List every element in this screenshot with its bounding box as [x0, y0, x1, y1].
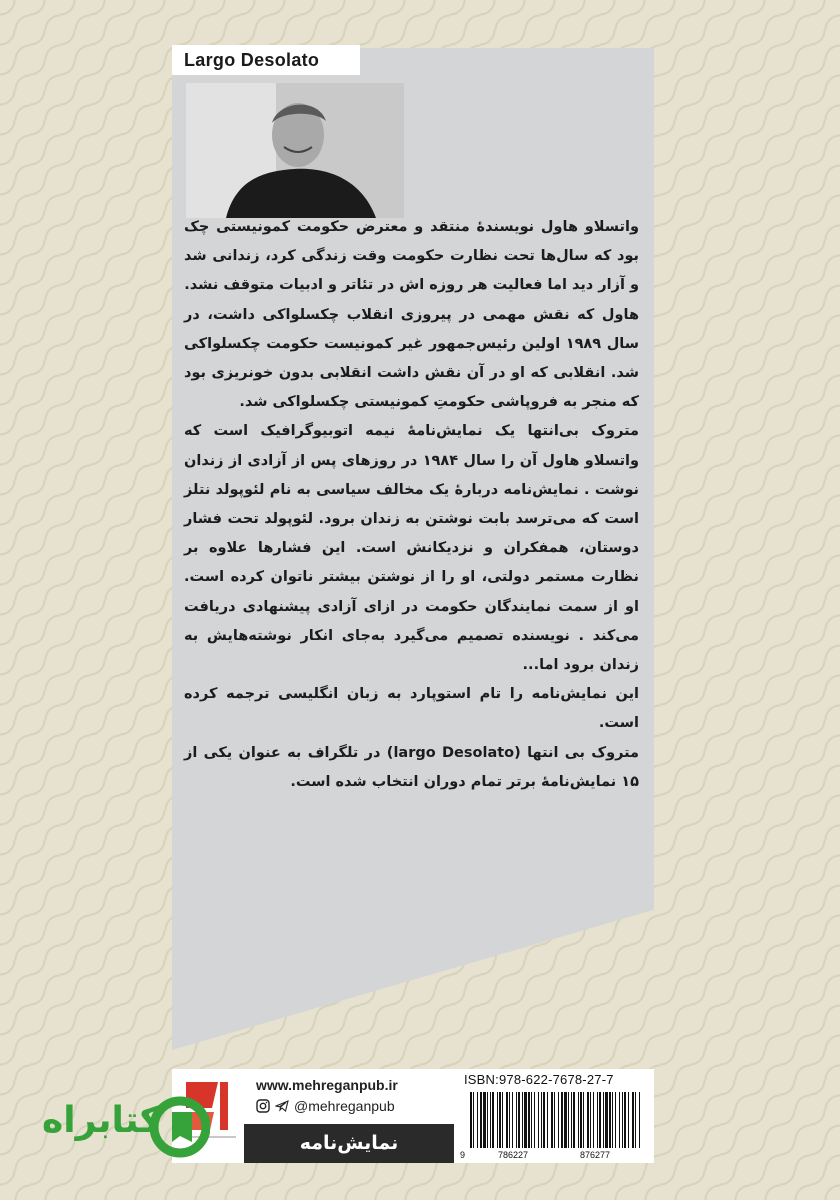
barcode-bar: [487, 1092, 488, 1148]
barcode-digits-right: 876277: [580, 1150, 611, 1160]
barcode-bar: [499, 1092, 501, 1148]
barcode-digits-mid: 786227: [498, 1150, 529, 1160]
barcode-bar: [541, 1092, 542, 1148]
barcode-bar: [571, 1092, 572, 1148]
barcode-bar: [639, 1092, 640, 1148]
barcode-bar: [470, 1092, 472, 1148]
barcode-bar: [534, 1092, 535, 1148]
barcode-bar: [506, 1092, 508, 1148]
barcode-bar: [497, 1092, 498, 1148]
barcode-bar: [603, 1092, 604, 1148]
barcode-bar: [543, 1092, 545, 1148]
publisher-social: [256, 1098, 395, 1114]
barcode: [460, 1090, 650, 1160]
paragraph: متروک بی‌انتها یک نمایش‌نامهٔ نیمه اتوبیوگرافیک است که واتسلاو هاول آن را سال ۱۹۸۴ در روزهای پس از آزادی از زندان نوشت . نمایش‌نامه دربارهٔ یک مخالف سیاسی به نام لئوپولد نتلز است که می‌ترسد بابت نوشتن به زندان برود. لئوپولد تحت فشار دوستان، همفکران و نزدیکانش است. این فشارها علاوه بر نظارت مستمر دولتی، او را از نوشتن بیشتر ناتوان کرده است. او از سمت نمایندگان حکومت در ازای آزادی پیشنهادی دریافت می‌کند . نویسنده تصمیم می‌گیرد به‌جای انکار نوشته‌هایش به زندان برود اما...: [184, 423, 639, 674]
barcode-bar: [583, 1092, 584, 1148]
barcode-bar: [619, 1092, 620, 1148]
isbn-label: ISBN:978-622-7678-27-7: [464, 1072, 614, 1087]
barcode-bar: [547, 1092, 548, 1148]
paragraph: هاول که نقش مهمی در پیروزی انقلاب چکسلواکی داشت، در سال ۱۹۸۹ اولین رئیس‌جمهور غیر کمونیست حکومت چکسلواکی شد. انقلابی که او در آن نقش داشت انقلابی بدون خونریزی بود که منجر به فروپاشی حکومتِ کمونیستی چکسلواکی شد.: [184, 306, 639, 411]
barcode-bar: [477, 1092, 478, 1148]
author-photo: [186, 83, 404, 218]
barcode-bar: [516, 1092, 517, 1148]
barcode-bar: [522, 1092, 523, 1148]
barcode-bar: [587, 1092, 589, 1148]
barcode-bar: [590, 1092, 591, 1148]
instagram-icon: [256, 1099, 270, 1113]
paragraph: متروک بی انتها (largo Desolato) در تلگراف به عنوان یکی از ۱۵ نمایش‌نامهٔ برتر تمام دوران انتخاب شده است.: [184, 744, 640, 790]
barcode-bar: [568, 1092, 569, 1148]
barcode-bar: [564, 1092, 567, 1148]
barcode-bar: [632, 1092, 634, 1148]
barcode-bar: [551, 1092, 553, 1148]
ketabrah-brand: کتابراه: [42, 1100, 161, 1141]
barcode-bar: [483, 1092, 486, 1148]
barcode-bar: [597, 1092, 598, 1148]
genre-label: نمایش‌نامه: [244, 1124, 454, 1163]
social-handle[interactable]: @mehreganpub: [294, 1098, 395, 1114]
barcode-bar: [473, 1092, 474, 1148]
barcode-digit-left: 9: [460, 1150, 466, 1160]
barcode-bar: [561, 1092, 563, 1148]
barcode-bar: [492, 1092, 494, 1148]
book-description: [184, 213, 639, 797]
barcode-bar: [609, 1092, 611, 1148]
barcode-bar: [480, 1092, 482, 1148]
barcode-bar: [580, 1092, 582, 1148]
barcode-bar: [502, 1092, 503, 1148]
telegram-icon: [275, 1099, 289, 1113]
barcode-bar: [615, 1092, 616, 1148]
barcode-bar: [593, 1092, 594, 1148]
barcode-bar: [612, 1092, 613, 1148]
barcode-bar: [490, 1092, 491, 1148]
barcode-bar: [558, 1092, 559, 1148]
barcode-bar: [624, 1092, 626, 1148]
book-title: Largo Desolato: [172, 45, 360, 75]
paragraph: واتسلاو هاول نویسندهٔ منتقد و معترض حکومت کمونیستی چک بود که سال‌ها تحت نظارت حکومت وقت زندگی کرد، زندانی شد و آزار دید اما فعالیت هر روزه اش در تئاتر و ادبیات متوقف نشد.: [184, 219, 639, 294]
barcode-bar: [524, 1092, 527, 1148]
barcode-bar: [518, 1092, 520, 1148]
barcode-bar: [554, 1092, 555, 1148]
barcode-bar: [605, 1092, 608, 1148]
barcode-bar: [573, 1092, 575, 1148]
barcode-bar: [635, 1092, 636, 1148]
barcode-bar: [599, 1092, 601, 1148]
barcode-bar: [628, 1092, 629, 1148]
barcode-bar: [528, 1092, 530, 1148]
publisher-website[interactable]: www.mehreganpub.ir: [256, 1077, 398, 1093]
barcode-bar: [531, 1092, 532, 1148]
paragraph: این نمایش‌نامه را تام استوپارد به زبان انگلیسی ترجمه کرده است.: [184, 686, 639, 732]
barcode-bar: [512, 1092, 513, 1148]
barcode-bar: [509, 1092, 510, 1148]
barcode-bar: [578, 1092, 579, 1148]
barcode-bar: [622, 1092, 623, 1148]
barcode-bar: [538, 1092, 539, 1148]
